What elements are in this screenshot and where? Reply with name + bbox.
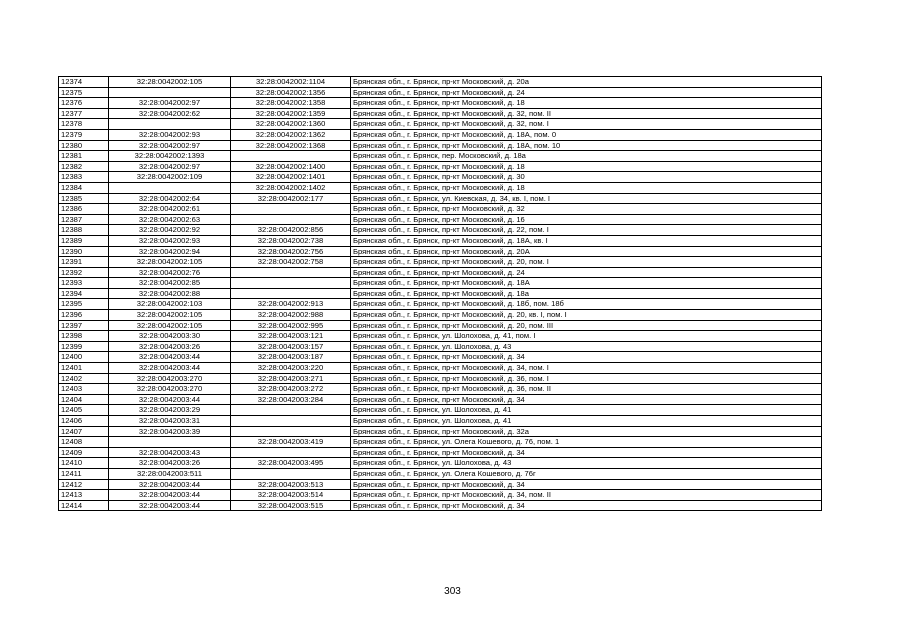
address-cell: Брянская обл., г. Брянск, пр-кт Московский, д. 16	[351, 214, 822, 225]
address-cell: Брянская обл., г. Брянск, ул. Шолохова, д. 43	[351, 341, 822, 352]
row-number-cell: 12404	[59, 394, 109, 405]
table-row	[59, 352, 822, 363]
parcel-cadastral-cell: 32:28:0042002:97	[109, 98, 231, 109]
object-cadastral-cell	[231, 288, 351, 299]
address-cell: Брянская обл., г. Брянск, пр-кт Московский, д. 20, пом. III	[351, 320, 822, 331]
parcel-cadastral-cell: 32:28:0042002:64	[109, 193, 231, 204]
table-row	[59, 77, 822, 88]
address-cell: Брянская обл., г. Брянск, пр-кт Московский, д. 18А, пом. 0	[351, 129, 822, 140]
row-number-cell: 12387	[59, 214, 109, 225]
object-cadastral-cell: 32:28:0042002:1360	[231, 119, 351, 130]
object-cadastral-cell: 32:28:0042003:121	[231, 331, 351, 342]
parcel-cadastral-cell: 32:28:0042002:93	[109, 235, 231, 246]
row-number-cell: 12379	[59, 129, 109, 140]
address-cell: Брянская обл., г. Брянск, пр-кт Московский, д. 18	[351, 161, 822, 172]
object-cadastral-cell	[231, 214, 351, 225]
row-number-cell: 12380	[59, 140, 109, 151]
parcel-cadastral-cell: 32:28:0042002:76	[109, 267, 231, 278]
address-cell: Брянская обл., г. Брянск, пр-кт Московский, д. 18А, кв. I	[351, 235, 822, 246]
row-number-cell: 12413	[59, 490, 109, 501]
address-cell: Брянская обл., г. Брянск, ул. Киевская, д. 34, кв. I, пом. I	[351, 193, 822, 204]
parcel-cadastral-cell	[109, 182, 231, 193]
parcel-cadastral-cell: 32:28:0042003:39	[109, 426, 231, 437]
table-row	[59, 331, 822, 342]
parcel-cadastral-cell: 32:28:0042002:97	[109, 140, 231, 151]
parcel-cadastral-cell: 32:28:0042002:85	[109, 278, 231, 289]
table-row	[59, 320, 822, 331]
row-number-cell: 12390	[59, 246, 109, 257]
object-cadastral-cell: 32:28:0042002:177	[231, 193, 351, 204]
parcel-cadastral-cell	[109, 119, 231, 130]
parcel-cadastral-cell: 32:28:0042002:61	[109, 204, 231, 215]
table-row	[59, 405, 822, 416]
parcel-cadastral-cell: 32:28:0042002:103	[109, 299, 231, 310]
table-row	[59, 257, 822, 268]
parcel-cadastral-cell: 32:28:0042002:62	[109, 108, 231, 119]
object-cadastral-cell: 32:28:0042002:988	[231, 310, 351, 321]
table-row	[59, 447, 822, 458]
parcel-cadastral-cell: 32:28:0042002:105	[109, 320, 231, 331]
row-number-cell: 12389	[59, 235, 109, 246]
row-number-cell: 12402	[59, 373, 109, 384]
table-row	[59, 108, 822, 119]
row-number-cell: 12407	[59, 426, 109, 437]
row-number-cell: 12388	[59, 225, 109, 236]
table-row	[59, 246, 822, 257]
row-number-cell: 12409	[59, 447, 109, 458]
row-number-cell: 12401	[59, 363, 109, 374]
table-row	[59, 193, 822, 204]
address-cell: Брянская обл., г. Брянск, пр-кт Московский, д. 20А	[351, 246, 822, 257]
row-number-cell: 12414	[59, 500, 109, 511]
object-cadastral-cell: 32:28:0042002:1356	[231, 87, 351, 98]
row-number-cell: 12394	[59, 288, 109, 299]
object-cadastral-cell: 32:28:0042003:271	[231, 373, 351, 384]
parcel-cadastral-cell: 32:28:0042003:31	[109, 416, 231, 427]
table-row	[59, 363, 822, 374]
object-cadastral-cell: 32:28:0042002:1368	[231, 140, 351, 151]
object-cadastral-cell	[231, 426, 351, 437]
object-cadastral-cell	[231, 278, 351, 289]
table-row	[59, 500, 822, 511]
address-cell: Брянская обл., г. Брянск, пер. Московский, д. 18а	[351, 151, 822, 162]
parcel-cadastral-cell: 32:28:0042003:30	[109, 331, 231, 342]
address-cell: Брянская обл., г. Брянск, пр-кт Московский, д. 18б, пом. 18б	[351, 299, 822, 310]
row-number-cell: 12393	[59, 278, 109, 289]
address-cell: Брянская обл., г. Брянск, ул. Олега Кошевого, д. 76, пом. 1	[351, 437, 822, 448]
object-cadastral-cell	[231, 468, 351, 479]
parcel-cadastral-cell: 32:28:0042002:1393	[109, 151, 231, 162]
table-row	[59, 288, 822, 299]
row-number-cell: 12376	[59, 98, 109, 109]
address-cell: Брянская обл., г. Брянск, ул. Шолохова, д. 41	[351, 405, 822, 416]
object-cadastral-cell	[231, 267, 351, 278]
address-cell: Брянская обл., г. Брянск, пр-кт Московский, д. 18	[351, 98, 822, 109]
address-cell: Брянская обл., г. Брянск, пр-кт Московский, д. 20, пом. I	[351, 257, 822, 268]
address-cell: Брянская обл., г. Брянск, пр-кт Московский, д. 34	[351, 479, 822, 490]
row-number-cell: 12386	[59, 204, 109, 215]
address-cell: Брянская обл., г. Брянск, пр-кт Московский, д. 32, пом. I	[351, 119, 822, 130]
parcel-cadastral-cell: 32:28:0042003:270	[109, 384, 231, 395]
table-row	[59, 267, 822, 278]
table-row	[59, 278, 822, 289]
table-row	[59, 458, 822, 469]
address-cell: Брянская обл., г. Брянск, пр-кт Московский, д. 24	[351, 267, 822, 278]
row-number-cell: 12383	[59, 172, 109, 183]
table-row	[59, 182, 822, 193]
table-row	[59, 468, 822, 479]
table-row	[59, 204, 822, 215]
table-row	[59, 140, 822, 151]
table-row	[59, 119, 822, 130]
object-cadastral-cell: 32:28:0042002:995	[231, 320, 351, 331]
row-number-cell: 12392	[59, 267, 109, 278]
row-number-cell: 12412	[59, 479, 109, 490]
row-number-cell: 12406	[59, 416, 109, 427]
object-cadastral-cell: 32:28:0042003:515	[231, 500, 351, 511]
row-number-cell: 12374	[59, 77, 109, 88]
address-cell: Брянская обл., г. Брянск, пр-кт Московский, д. 18а	[351, 288, 822, 299]
row-number-cell: 12384	[59, 182, 109, 193]
table-row	[59, 172, 822, 183]
address-cell: Брянская обл., г. Брянск, пр-кт Московский, д. 18А, пом. 10	[351, 140, 822, 151]
address-cell: Брянская обл., г. Брянск, пр-кт Московский, д. 36, пом. II	[351, 384, 822, 395]
table-row	[59, 310, 822, 321]
parcel-cadastral-cell: 32:28:0042003:43	[109, 447, 231, 458]
parcel-cadastral-cell: 32:28:0042003:26	[109, 458, 231, 469]
row-number-cell: 12377	[59, 108, 109, 119]
object-cadastral-cell: 32:28:0042002:1401	[231, 172, 351, 183]
object-cadastral-cell	[231, 405, 351, 416]
row-number-cell: 12400	[59, 352, 109, 363]
parcel-cadastral-cell: 32:28:0042003:44	[109, 490, 231, 501]
object-cadastral-cell	[231, 447, 351, 458]
row-number-cell: 12397	[59, 320, 109, 331]
address-cell: Брянская обл., г. Брянск, пр-кт Московский, д. 32, пом. II	[351, 108, 822, 119]
table-row	[59, 490, 822, 501]
address-cell: Брянская обл., г. Брянск, пр-кт Московский, д. 18	[351, 182, 822, 193]
row-number-cell: 12403	[59, 384, 109, 395]
table-row	[59, 214, 822, 225]
row-number-cell: 12381	[59, 151, 109, 162]
parcel-cadastral-cell: 32:28:0042003:44	[109, 479, 231, 490]
table-row	[59, 394, 822, 405]
row-number-cell: 12405	[59, 405, 109, 416]
page-number: 303	[444, 586, 461, 597]
table-row	[59, 437, 822, 448]
parcel-cadastral-cell: 32:28:0042002:92	[109, 225, 231, 236]
row-number-cell: 12385	[59, 193, 109, 204]
parcel-cadastral-cell: 32:28:0042002:97	[109, 161, 231, 172]
address-cell: Брянская обл., г. Брянск, пр-кт Московский, д. 30	[351, 172, 822, 183]
table-row	[59, 479, 822, 490]
address-cell: Брянская обл., г. Брянск, ул. Шолохова, д. 43	[351, 458, 822, 469]
object-cadastral-cell: 32:28:0042003:513	[231, 479, 351, 490]
object-cadastral-cell: 32:28:0042002:756	[231, 246, 351, 257]
row-number-cell: 12391	[59, 257, 109, 268]
address-cell: Брянская обл., г. Брянск, пр-кт Московский, д. 22, пом. I	[351, 225, 822, 236]
table-row	[59, 341, 822, 352]
address-cell: Брянская обл., г. Брянск, пр-кт Московский, д. 34	[351, 352, 822, 363]
row-number-cell: 12399	[59, 341, 109, 352]
address-cell: Брянская обл., г. Брянск, ул. Шолохова, д. 41, пом. I	[351, 331, 822, 342]
address-cell: Брянская обл., г. Брянск, пр-кт Московский, д. 32	[351, 204, 822, 215]
row-number-cell: 12398	[59, 331, 109, 342]
object-cadastral-cell: 32:28:0042003:157	[231, 341, 351, 352]
object-cadastral-cell: 32:28:0042003:187	[231, 352, 351, 363]
parcel-cadastral-cell: 32:28:0042003:44	[109, 352, 231, 363]
address-cell: Брянская обл., г. Брянск, пр-кт Московский, д. 36, пом. I	[351, 373, 822, 384]
table-row	[59, 426, 822, 437]
address-cell: Брянская обл., г. Брянск, пр-кт Московский, д. 34	[351, 500, 822, 511]
address-cell: Брянская обл., г. Брянск, пр-кт Московский, д. 34, пом. I	[351, 363, 822, 374]
row-number-cell: 12408	[59, 437, 109, 448]
parcel-cadastral-cell: 32:28:0042002:94	[109, 246, 231, 257]
address-cell: Брянская обл., г. Брянск, пр-кт Московский, д. 34, пом. II	[351, 490, 822, 501]
parcel-cadastral-cell: 32:28:0042002:105	[109, 310, 231, 321]
object-cadastral-cell	[231, 151, 351, 162]
row-number-cell: 12411	[59, 468, 109, 479]
parcel-cadastral-cell: 32:28:0042003:44	[109, 500, 231, 511]
registry-table	[58, 76, 822, 511]
row-number-cell: 12395	[59, 299, 109, 310]
table-row	[59, 235, 822, 246]
address-cell: Брянская обл., г. Брянск, пр-кт Московский, д. 24	[351, 87, 822, 98]
row-number-cell: 12382	[59, 161, 109, 172]
object-cadastral-cell: 32:28:0042003:220	[231, 363, 351, 374]
address-cell: Брянская обл., г. Брянск, пр-кт Московский, д. 20, кв. I, пом. I	[351, 310, 822, 321]
object-cadastral-cell	[231, 416, 351, 427]
address-cell: Брянская обл., г. Брянск, пр-кт Московский, д. 18А	[351, 278, 822, 289]
parcel-cadastral-cell: 32:28:0042002:63	[109, 214, 231, 225]
parcel-cadastral-cell	[109, 87, 231, 98]
object-cadastral-cell: 32:28:0042002:1358	[231, 98, 351, 109]
object-cadastral-cell: 32:28:0042002:856	[231, 225, 351, 236]
parcel-cadastral-cell: 32:28:0042003:26	[109, 341, 231, 352]
table-row	[59, 373, 822, 384]
object-cadastral-cell: 32:28:0042003:284	[231, 394, 351, 405]
address-cell: Брянская обл., г. Брянск, пр-кт Московский, д. 32а	[351, 426, 822, 437]
parcel-cadastral-cell: 32:28:0042002:109	[109, 172, 231, 183]
row-number-cell: 12375	[59, 87, 109, 98]
object-cadastral-cell: 32:28:0042002:1362	[231, 129, 351, 140]
parcel-cadastral-cell: 32:28:0042003:44	[109, 394, 231, 405]
object-cadastral-cell	[231, 204, 351, 215]
parcel-cadastral-cell: 32:28:0042003:511	[109, 468, 231, 479]
parcel-cadastral-cell: 32:28:0042003:270	[109, 373, 231, 384]
object-cadastral-cell: 32:28:0042003:419	[231, 437, 351, 448]
registry-table-body	[59, 77, 822, 511]
address-cell: Брянская обл., г. Брянск, пр-кт Московский, д. 34	[351, 394, 822, 405]
parcel-cadastral-cell: 32:28:0042002:105	[109, 77, 231, 88]
table-row	[59, 129, 822, 140]
object-cadastral-cell: 32:28:0042002:758	[231, 257, 351, 268]
table-row	[59, 225, 822, 236]
table-row	[59, 416, 822, 427]
object-cadastral-cell: 32:28:0042002:738	[231, 235, 351, 246]
table-row	[59, 161, 822, 172]
row-number-cell: 12378	[59, 119, 109, 130]
parcel-cadastral-cell: 32:28:0042003:29	[109, 405, 231, 416]
row-number-cell: 12396	[59, 310, 109, 321]
object-cadastral-cell: 32:28:0042002:1359	[231, 108, 351, 119]
parcel-cadastral-cell	[109, 437, 231, 448]
table-row	[59, 384, 822, 395]
table-row	[59, 98, 822, 109]
object-cadastral-cell: 32:28:0042002:1400	[231, 161, 351, 172]
table-row	[59, 299, 822, 310]
parcel-cadastral-cell: 32:28:0042002:93	[109, 129, 231, 140]
parcel-cadastral-cell: 32:28:0042002:105	[109, 257, 231, 268]
parcel-cadastral-cell: 32:28:0042002:88	[109, 288, 231, 299]
object-cadastral-cell: 32:28:0042003:514	[231, 490, 351, 501]
row-number-cell: 12410	[59, 458, 109, 469]
address-cell: Брянская обл., г. Брянск, ул. Шолохова, д. 41	[351, 416, 822, 427]
object-cadastral-cell: 32:28:0042003:495	[231, 458, 351, 469]
object-cadastral-cell: 32:28:0042002:1402	[231, 182, 351, 193]
parcel-cadastral-cell: 32:28:0042003:44	[109, 363, 231, 374]
table-row	[59, 151, 822, 162]
address-cell: Брянская обл., г. Брянск, пр-кт Московский, д. 34	[351, 447, 822, 458]
address-cell: Брянская обл., г. Брянск, пр-кт Московский, д. 20а	[351, 77, 822, 88]
object-cadastral-cell: 32:28:0042003:272	[231, 384, 351, 395]
object-cadastral-cell: 32:28:0042002:1104	[231, 77, 351, 88]
address-cell: Брянская обл., г. Брянск, ул. Олега Кошевого, д. 76г	[351, 468, 822, 479]
object-cadastral-cell: 32:28:0042002:913	[231, 299, 351, 310]
table-row	[59, 87, 822, 98]
